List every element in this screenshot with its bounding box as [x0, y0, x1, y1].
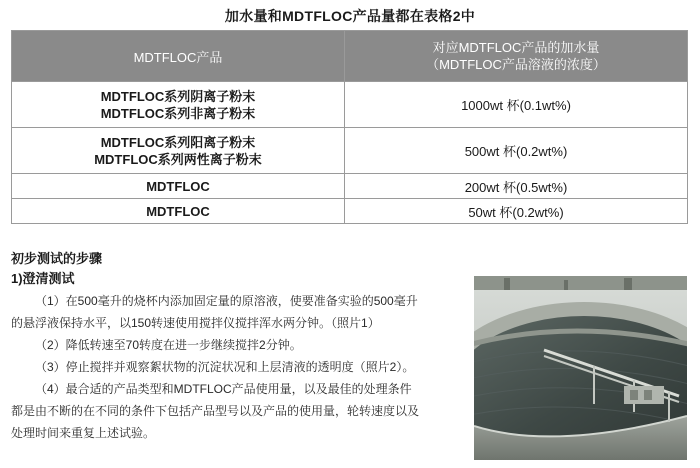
procedure-text	[11, 290, 467, 444]
header-product: MDTFLOC产品	[12, 31, 345, 82]
water-cell: 200wt 杯(0.5wt%)	[345, 174, 688, 199]
table-row	[12, 128, 688, 174]
table-title: 加水量和MDTFLOC产品量都在表格2中	[224, 8, 476, 24]
step-4-line-2: 都是由不断的在不同的条件下包括产品型号以及产品的使用量，轮转速度以及	[11, 404, 420, 418]
step-1-line-2: 的悬浮液保持水平，以150转速使用搅拌仪搅拌浑水两分钟。（照片1）	[11, 316, 380, 330]
water-cell: 50wt 杯(0.2wt%)	[345, 199, 688, 224]
step-3: （3）停止搅拌并观察絮状物的沉淀状况和上层清液的透明度（照片2）。	[35, 360, 415, 374]
dosage-table	[11, 30, 688, 224]
table-header-row	[12, 31, 688, 82]
table-row	[12, 82, 688, 128]
header-water	[345, 31, 688, 82]
product-line: MDTFLOC系列两性离子粉末	[94, 151, 262, 167]
product-cell	[12, 82, 345, 128]
clarifier-tank-photo	[474, 276, 687, 460]
product-cell: MDTFLOC	[12, 174, 345, 199]
product-line: MDTFLOC系列非离子粉末	[100, 105, 256, 121]
step-2: （2）降低转速至70转度在进一步继续搅拌2分钟。	[35, 338, 302, 352]
header-water-line1: 对应MDTFLOC产品的加水量	[432, 40, 600, 55]
sub-title: 1)澄清测试	[11, 271, 75, 286]
product-line: MDTFLOC系列阴离子粉末	[100, 88, 256, 104]
table-row	[12, 199, 688, 224]
header-water-line2: （MDTFLOC产品溶液的浓度）	[426, 57, 606, 72]
step-4-line-1: （4）最合适的产品类型和MDTFLOC产品使用量，以及最佳的处理条件	[35, 382, 412, 396]
step-4-line-3: 处理时间来重复上述试验。	[11, 426, 156, 440]
product-cell	[12, 128, 345, 174]
clarifier-tank-illustration	[474, 276, 687, 460]
section-title: 初步测试的步骤	[11, 251, 103, 266]
step-1-line-1: （1）在500毫升的烧杯内添加固定量的原溶液，使要准备实验的500毫升	[35, 294, 418, 308]
water-cell: 1000wt 杯(0.1wt%)	[345, 82, 688, 128]
water-cell: 500wt 杯(0.2wt%)	[345, 128, 688, 174]
product-cell: MDTFLOC	[12, 199, 345, 224]
table-row	[12, 174, 688, 199]
product-line: MDTFLOC系列阳离子粉末	[100, 134, 256, 150]
